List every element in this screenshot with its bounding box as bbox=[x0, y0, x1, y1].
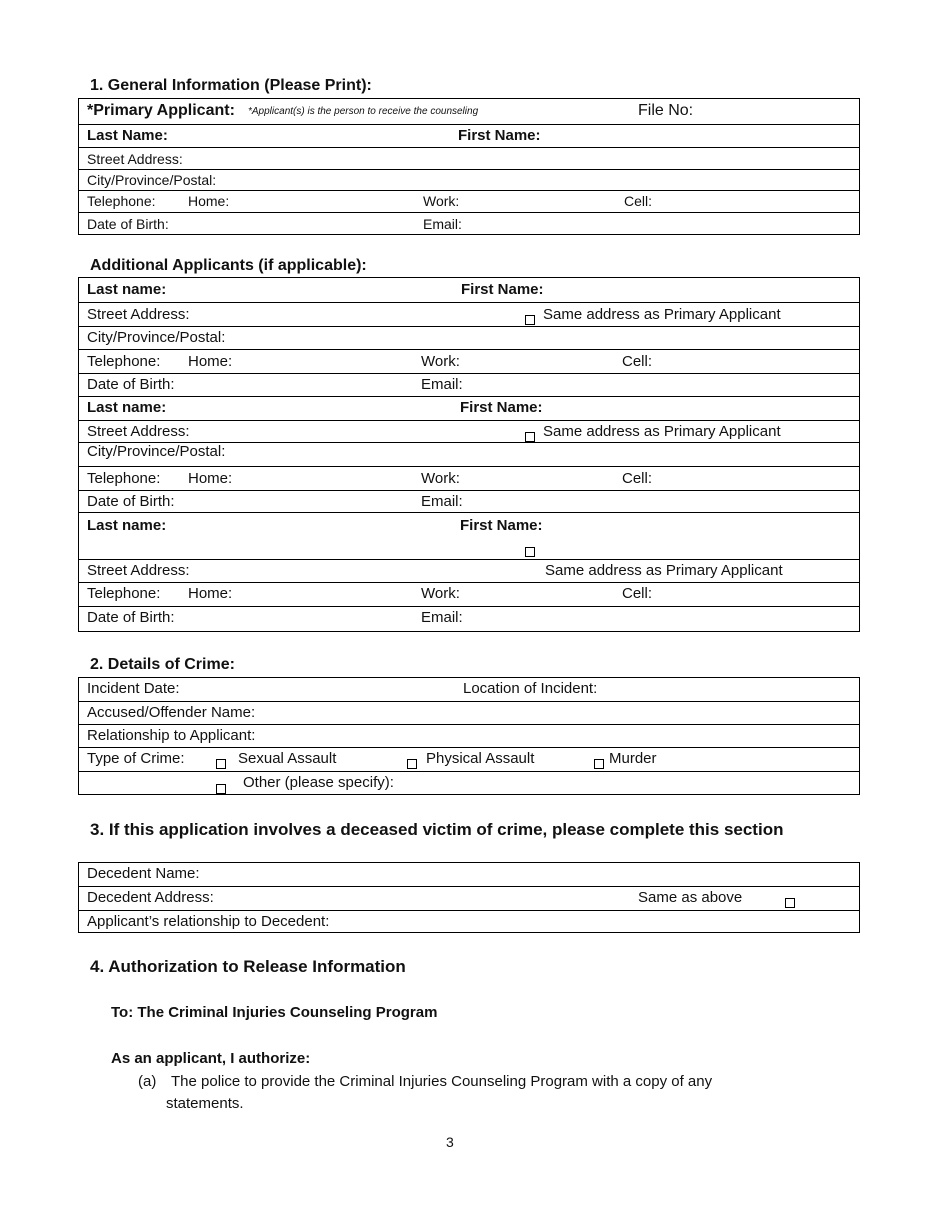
decedent-table bbox=[78, 862, 860, 933]
cell-phone-field[interactable]: Cell: bbox=[624, 193, 653, 209]
relationship-row bbox=[79, 724, 859, 747]
applicant2-home-phone-field[interactable]: Home: bbox=[188, 353, 233, 370]
applicant2-work-phone-field[interactable]: Work: bbox=[421, 353, 460, 370]
applicant2-email-field[interactable]: Email: bbox=[421, 376, 463, 393]
applicant4-first-name-field[interactable]: First Name: bbox=[460, 517, 543, 534]
decedent-relationship-row bbox=[79, 910, 859, 932]
applicant3-last-name-field[interactable]: Last name: bbox=[87, 399, 167, 416]
item-a-marker: (a) bbox=[138, 1073, 157, 1090]
applicant3-telephone-label: Telephone: bbox=[87, 470, 161, 487]
applicant2-last-name-field[interactable]: Last name: bbox=[87, 281, 167, 298]
other-crime-checkbox[interactable] bbox=[216, 780, 226, 798]
applicant2-city-field[interactable]: City/Province/Postal: bbox=[87, 329, 226, 346]
primary-applicant-row bbox=[79, 99, 859, 124]
primary-applicant-note: *Applicant(s) is the person to receive the counseling bbox=[248, 106, 479, 117]
applicant4-telephone-label: Telephone: bbox=[87, 585, 161, 602]
applicant2-first-name-field[interactable]: First Name: bbox=[461, 281, 544, 298]
decedent-name-field[interactable]: Decedent Name: bbox=[87, 865, 200, 882]
checkbox-icon bbox=[216, 759, 226, 769]
type-of-crime-label: Type of Crime: bbox=[87, 750, 185, 767]
applicant3-home-phone-field[interactable]: Home: bbox=[188, 470, 233, 487]
work-phone-field[interactable]: Work: bbox=[423, 193, 460, 209]
accused-offender-name-field[interactable]: Accused/Offender Name: bbox=[87, 704, 256, 721]
applicant2-telephone-label: Telephone: bbox=[87, 353, 161, 370]
incident-date-field[interactable]: Incident Date: bbox=[87, 680, 180, 697]
item-a-line2: statements. bbox=[166, 1095, 244, 1112]
additional-applicants-title: Additional Applicants (if applicable): bbox=[90, 257, 367, 274]
applicant2-name-row bbox=[79, 278, 859, 302]
applicant4-dob-field[interactable]: Date of Birth: bbox=[87, 609, 175, 626]
date-of-birth-field[interactable]: Date of Birth: bbox=[87, 216, 169, 232]
applicant3-name-row bbox=[79, 396, 859, 420]
general-info-table bbox=[78, 98, 860, 235]
section4-title: 4. Authorization to Release Information bbox=[90, 957, 406, 976]
physical-assault-label: Physical Assault bbox=[426, 750, 535, 767]
applicant2-telephone-row bbox=[79, 349, 859, 373]
city-province-postal-field[interactable]: City/Province/Postal: bbox=[87, 172, 217, 188]
applicant3-street-address-field[interactable]: Street Address: bbox=[87, 423, 190, 440]
applicant4-dob-row bbox=[79, 606, 859, 630]
file-no-field[interactable]: File No: bbox=[638, 102, 694, 119]
murder-label: Murder bbox=[609, 750, 657, 767]
applicant2-same-address-label: Same address as Primary Applicant bbox=[543, 306, 781, 323]
applicant2-cell-phone-field[interactable]: Cell: bbox=[622, 353, 653, 370]
applicant3-city-field[interactable]: City/Province/Postal: bbox=[87, 443, 226, 460]
email-field[interactable]: Email: bbox=[423, 216, 462, 232]
applicant4-telephone-row bbox=[79, 582, 859, 606]
other-crime-field[interactable]: Other (please specify): bbox=[243, 774, 394, 791]
section2-title: 2. Details of Crime: bbox=[90, 656, 235, 673]
section3-title: 3. If this application involves a deceased victim of crime, please complete this section bbox=[90, 820, 784, 839]
decedent-address-row bbox=[79, 886, 859, 910]
applicant4-street-address-field[interactable]: Street Address: bbox=[87, 562, 190, 579]
checkbox-icon bbox=[785, 898, 795, 908]
applicant4-work-phone-field[interactable]: Work: bbox=[421, 585, 460, 602]
section1-title: 1. General Information (Please Print): bbox=[90, 77, 372, 94]
checkbox-icon bbox=[594, 759, 604, 769]
checkbox-icon bbox=[216, 784, 226, 794]
primary-applicant-label: *Primary Applicant: bbox=[87, 102, 235, 119]
name-row bbox=[79, 124, 859, 147]
item-a-line1: The police to provide the Criminal Injuries Counseling Program with a copy of any bbox=[171, 1073, 713, 1090]
applicant4-street-row bbox=[79, 559, 859, 582]
authorize-heading: As an applicant, I authorize: bbox=[111, 1050, 311, 1067]
applicant4-home-phone-field[interactable]: Home: bbox=[188, 585, 233, 602]
applicant3-email-field[interactable]: Email: bbox=[421, 493, 463, 510]
applicant4-name-row bbox=[79, 512, 859, 559]
applicant3-telephone-row bbox=[79, 466, 859, 490]
applicant3-first-name-field[interactable]: First Name: bbox=[460, 399, 543, 416]
applicant3-city-row bbox=[79, 442, 859, 466]
applicant4-same-address-label: Same address as Primary Applicant bbox=[545, 562, 783, 579]
checkbox-icon bbox=[525, 432, 535, 442]
applicant3-work-phone-field[interactable]: Work: bbox=[421, 470, 460, 487]
applicant2-dob-row bbox=[79, 373, 859, 396]
location-of-incident-field[interactable]: Location of Incident: bbox=[463, 680, 598, 697]
accused-row bbox=[79, 701, 859, 724]
dob-row bbox=[79, 212, 859, 234]
telephone-row bbox=[79, 190, 859, 212]
first-name-field[interactable]: First Name: bbox=[458, 127, 541, 144]
relationship-to-applicant-field[interactable]: Relationship to Applicant: bbox=[87, 727, 256, 744]
relationship-to-decedent-field[interactable]: Applicant’s relationship to Decedent: bbox=[87, 913, 330, 930]
additional-applicants-table bbox=[78, 277, 860, 632]
to-program-line: To: The Criminal Injuries Counseling Program bbox=[111, 1004, 438, 1021]
telephone-label: Telephone: bbox=[87, 193, 156, 209]
applicant4-last-name-field[interactable]: Last name: bbox=[87, 517, 167, 534]
applicant2-street-row bbox=[79, 302, 859, 326]
applicant2-city-row bbox=[79, 326, 859, 349]
applicant2-street-address-field[interactable]: Street Address: bbox=[87, 306, 190, 323]
decedent-name-row bbox=[79, 863, 859, 886]
page-number: 3 bbox=[446, 1134, 454, 1150]
applicant3-dob-field[interactable]: Date of Birth: bbox=[87, 493, 175, 510]
checkbox-icon bbox=[525, 315, 535, 325]
applicant2-dob-field[interactable]: Date of Birth: bbox=[87, 376, 175, 393]
same-as-above-label: Same as above bbox=[638, 889, 743, 906]
type-of-crime-row bbox=[79, 747, 859, 771]
applicant4-cell-phone-field[interactable]: Cell: bbox=[622, 585, 653, 602]
street-row bbox=[79, 147, 859, 169]
other-crime-row bbox=[79, 771, 859, 794]
decedent-address-field[interactable]: Decedent Address: bbox=[87, 889, 214, 906]
applicant3-dob-row bbox=[79, 490, 859, 512]
checkbox-icon bbox=[407, 759, 417, 769]
applicant3-cell-phone-field[interactable]: Cell: bbox=[622, 470, 653, 487]
incident-row bbox=[79, 678, 859, 701]
sexual-assault-label: Sexual Assault bbox=[238, 750, 337, 767]
crime-details-table bbox=[78, 677, 860, 795]
city-row bbox=[79, 169, 859, 190]
home-phone-field[interactable]: Home: bbox=[188, 193, 230, 209]
applicant3-same-address-label: Same address as Primary Applicant bbox=[543, 423, 781, 440]
last-name-field[interactable]: Last Name: bbox=[87, 127, 168, 144]
checkbox-icon bbox=[525, 547, 535, 557]
applicant4-email-field[interactable]: Email: bbox=[421, 609, 463, 626]
applicant3-street-row bbox=[79, 420, 859, 442]
street-address-field[interactable]: Street Address: bbox=[87, 151, 183, 167]
